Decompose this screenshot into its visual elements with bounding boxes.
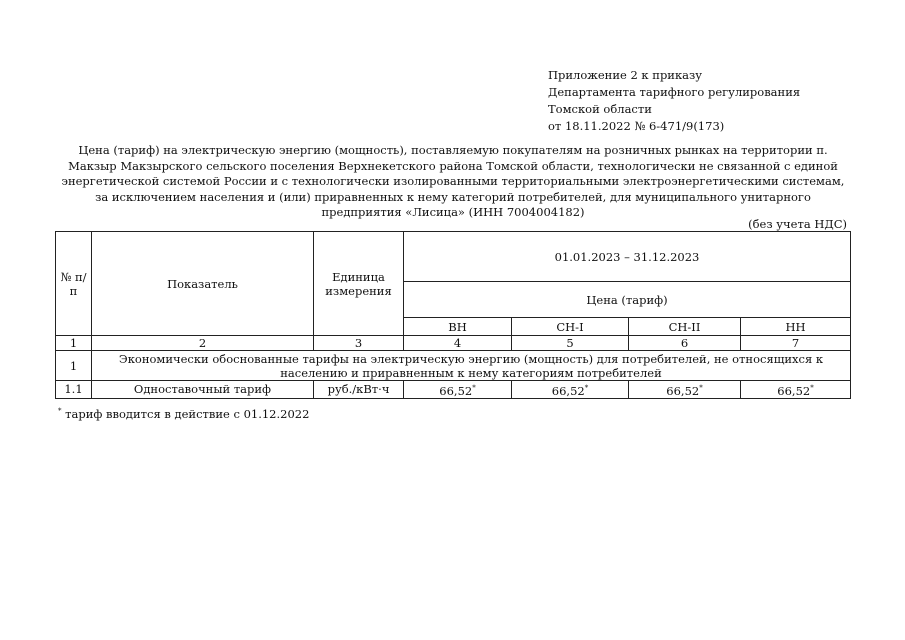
header-period: 01.01.2023 – 31.12.2023	[404, 232, 851, 282]
header-level-sn1: СН-I	[512, 318, 629, 336]
col-number: 1	[56, 336, 92, 351]
value-marker: *	[699, 384, 703, 392]
header-level-sn2: СН-II	[629, 318, 741, 336]
document-title: Цена (тариф) на электрическую энергию (мощность), поставляемую покупателям на розничных рынках на территории п. Макзыр Макзырского сельского поселения Верхнекетского района Томской области, технологически не связанной с единой энергетической системой России и с технологически изолированными территориальными электроэнергетическими системам, за исключением населения и (или) приравненных к нему категорий потребителей, для муниципального унитарного предприятия «Лисица» (ИНН 7004004182)	[61, 143, 845, 219]
col-number: 3	[314, 336, 404, 351]
row-value-sn1	[512, 381, 629, 399]
footnote-text: тариф вводится в действие с 01.12.2022	[61, 407, 310, 421]
value-text: 66,52	[551, 383, 585, 398]
value-text: 66,52	[666, 383, 700, 398]
row-value-nn	[741, 381, 851, 399]
value-text: 66,52	[439, 383, 473, 398]
col-number: 2	[92, 336, 314, 351]
value-marker: *	[472, 384, 476, 392]
value-marker: *	[810, 384, 814, 392]
col-number: 4	[404, 336, 512, 351]
col-number: 5	[512, 336, 629, 351]
section-num: 1	[56, 351, 92, 381]
appendix-line-3: Томской области	[548, 102, 652, 116]
tariff-table	[55, 231, 851, 399]
row-unit: руб./кВт·ч	[314, 381, 404, 399]
row-value-vn	[404, 381, 512, 399]
appendix-block	[548, 67, 800, 135]
header-level-vn: ВН	[404, 318, 512, 336]
appendix-line-2: Департамента тарифного регулирования	[548, 85, 801, 99]
header-num: № п/п	[56, 232, 92, 336]
value-marker: *	[584, 384, 589, 392]
row-value-sn2	[629, 381, 741, 399]
row-name: Одноставочный тариф	[92, 381, 314, 399]
table-row	[56, 381, 851, 399]
header-indicator: Показатель	[92, 232, 314, 336]
col-number: 6	[629, 336, 741, 351]
vat-note: (без учета НДС)	[748, 217, 847, 231]
header-unit: Единица измерения	[314, 232, 404, 336]
row-num: 1.1	[56, 381, 92, 399]
header-price: Цена (тариф)	[404, 282, 851, 318]
footnote	[58, 407, 309, 421]
header-level-nn: НН	[741, 318, 851, 336]
col-number: 7	[741, 336, 851, 351]
section-text: Экономически обоснованные тарифы на электрическую энергию (мощность) для потребителей, не относящихся к населению и приравненным к нему категориям потребителей	[92, 351, 851, 381]
footnote-marker: *	[58, 407, 62, 416]
value-text: 66,52	[777, 383, 811, 398]
appendix-line-1: Приложение 2 к приказу	[548, 68, 703, 82]
appendix-line-4: от 18.11.2022 № 6-471/9(173)	[548, 119, 725, 133]
